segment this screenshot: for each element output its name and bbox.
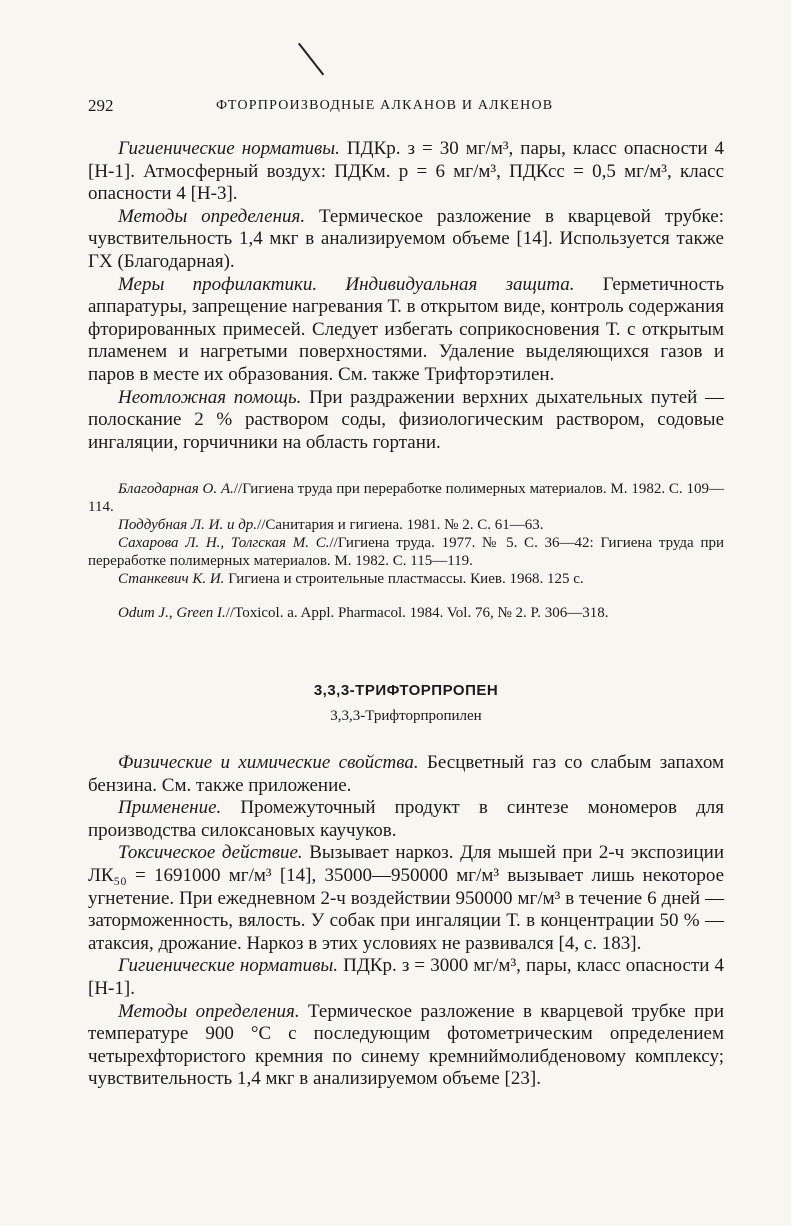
- paragraph-hygiene-norms-2: Гигиенические нормативы. ПДКр. з = 3000 мг/м³, пары, класс опасности 4 [Н-1].: [88, 955, 724, 999]
- running-title: ФТОРПРОИЗВОДНЫЕ АЛКАНОВ И АЛКЕНОВ: [216, 98, 554, 113]
- reference-item: Odum J., Green I.//Toxicol. a. Appl. Pharmacol. 1984. Vol. 76, № 2. P. 306—318.: [118, 605, 609, 621]
- paragraph-toxicity: Токсическое действие. Вызывает наркоз. Для мышей при 2-ч экспозиции ЛК₅₀ = 1691000 мг/м³ [14], 35000—950000 мг/м³ вызывает лишь некоторое угнетение. При ежедневном 2-ч воздействии 950000 мг/м³ в течение 6 дней — заторможенность, вялость. У собак при ингаляции Т. в концентрации 50 % — атаксия, дрожание. Наркоз в этих условиях не развивался [4, с. 183].: [88, 842, 724, 954]
- paragraph-methods-2: Методы определения. Термическое разложение в кварцевой трубке при температуре 900 °С с последующим фотометрическим определением четырехфтористого кремния по синему кремниймолибденовому комплексу; чувствительность 1,4 мкг в анализируемом объеме [23].: [88, 1000, 724, 1090]
- reference-item: Сахарова Л. Н., Толгская М. С.//Гигиена труда. 1977. № 5. С. 36—42: Гигиена труда при переработке полимерных материалов. М. 1982. С. 115—119.: [88, 535, 725, 569]
- paragraph-prevention: Меры профилактики. Индивидуальная защита. Герметичность аппаратуры, запрещение нагревания Т. в открытом виде, контроль содержания фторированных примесей. Следует избегать соприкосновения Т. с открытым пламенем и нагретыми поверхностями. Удаление выделяющихся газов и паров в месте их образования. См. также Трифторэтилен.: [88, 273, 724, 385]
- paragraph-methods: Методы определения. Термическое разложение в кварцевой трубке: чувствительность 1,4 мкг в анализируемом объеме [14]. Используется также ГХ (Благодарная).: [88, 205, 724, 272]
- paragraph-hygiene-norms: Гигиенические нормативы. ПДКр. з = 30 мг/м³, пары, класс опасности 4 [Н-1]. Атмосферный воздух: ПДКм. р = 6 мг/м³, ПДКсс = 0,5 мг/м³, класс опасности 4 [Н-3].: [88, 138, 724, 205]
- page-header: [88, 96, 724, 118]
- section-subtitle: 3,3,3-Трифторпропилен: [330, 708, 482, 724]
- paragraph-properties: Физические и химические свойства. Бесцветный газ со слабым запахом бензина. См. также приложение.: [88, 752, 724, 796]
- reference-item: Станкевич К. И. Гигиена и строительные пластмассы. Киев. 1968. 125 с.: [118, 571, 584, 587]
- paragraph-first-aid: Неотложная помощь. При раздражении верхних дыхательных путей — полоскание 2 % раствором соды, физиологическим раствором, содовые ингаляции, горчичники на область гортани.: [88, 386, 724, 453]
- bottom-section: [88, 752, 724, 1091]
- section-title: 3,3,3-ТРИФТОРПРОПЕН: [313, 682, 499, 699]
- paragraph-application: Применение. Промежуточный продукт в синтезе мономеров для производства силоксановых каучуков.: [88, 797, 724, 841]
- reference-item: Поддубная Л. И. и др.//Санитария и гигиена. 1981. № 2. С. 61—63.: [118, 517, 544, 533]
- reference-item: Благодарная О. А.//Гигиена труда при переработке полимерных материалов. М. 1982. С. 109—114.: [88, 481, 724, 515]
- top-section: [88, 138, 724, 454]
- pen-stroke-mark: [298, 43, 324, 76]
- page-number: 292: [88, 96, 114, 115]
- references: [88, 480, 724, 622]
